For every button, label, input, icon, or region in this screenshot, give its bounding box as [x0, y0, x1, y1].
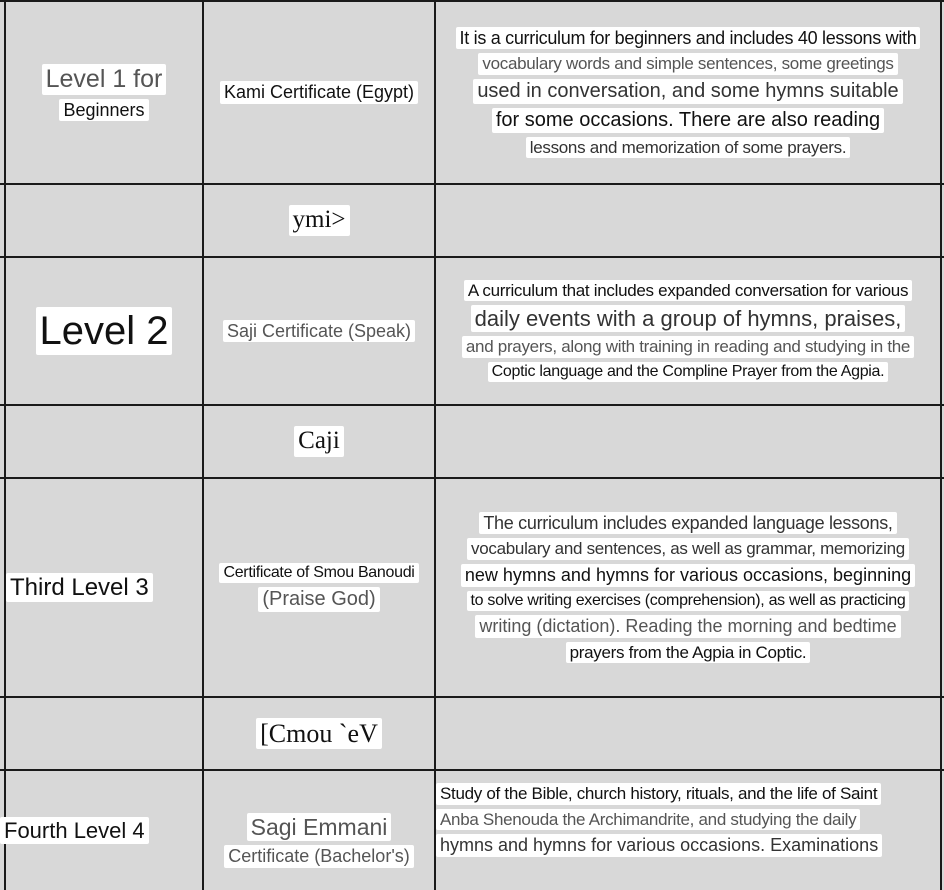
description-cell [436, 479, 940, 696]
coptic-name: Caji [294, 426, 344, 457]
description-line: vocabulary words and simple sentences, some greetings [478, 53, 897, 75]
certificate-subtitle: Certificate (Bachelor's) [224, 845, 414, 868]
level-subtitle: Beginners [59, 99, 148, 122]
level-cell [6, 479, 202, 696]
row-divider [0, 183, 944, 185]
certificate-name: Saji Certificate (Speak) [223, 320, 415, 343]
description-line: It is a curriculum for beginners and includes 40 lessons with [456, 27, 921, 50]
level-title: Fourth Level 4 [0, 817, 149, 844]
row-divider [0, 404, 944, 406]
level-cell [0, 771, 202, 890]
coptic-name: ymi> [289, 205, 350, 236]
certificate-cell [204, 2, 434, 183]
coptic-name-cell [204, 406, 434, 477]
description-cell [436, 2, 940, 183]
certificate-name: Kami Certificate (Egypt) [220, 81, 418, 104]
description-cell [436, 771, 940, 890]
description-line: used in conversation, and some hymns suitable [473, 79, 902, 104]
description-line: prayers from the Agpia in Coptic. [566, 642, 811, 664]
coptic-name-cell [204, 185, 434, 256]
description-line: writing (dictation). Reading the morning and bedtime [475, 615, 900, 638]
description-line: new hymns and hymns for various occasions, beginning [461, 564, 915, 587]
certificate-name: Sagi Emmani [247, 813, 392, 841]
certificate-subtitle: (Praise God) [258, 587, 379, 612]
certificate-cell [204, 771, 434, 890]
level-title: Level 1 for [42, 64, 167, 95]
coptic-name: [Cmou `eV [256, 718, 382, 750]
description-line: lessons and memorization of some prayers. [526, 137, 851, 159]
level-title: Level 2 [36, 307, 173, 355]
description-line: vocabulary and sentences, as well as grammar, memorizing [467, 538, 909, 560]
description-cell [436, 258, 940, 404]
description-line: A curriculum that includes expanded conversation for various [464, 280, 912, 302]
certificate-cell [204, 479, 434, 696]
certificate-name: Certificate of Smou Banoudi [219, 563, 418, 583]
description-line: to solve writing exercises (comprehension), as well as practicing [467, 591, 910, 611]
description-line: hymns and hymns for various occasions. Examinations [436, 834, 882, 857]
level-cell [6, 2, 202, 183]
description-line: Anba Shenouda the Archimandrite, and studying the daily [436, 809, 860, 831]
coptic-name-cell [204, 698, 434, 769]
level-title: Third Level 3 [6, 573, 153, 603]
level-cell [6, 258, 202, 404]
description-line: daily events with a group of hymns, praises, [471, 305, 906, 332]
description-line: and prayers, along with training in reading and studying in the [462, 336, 914, 358]
row-divider [0, 696, 944, 698]
table-border-right [940, 0, 942, 890]
description-line: Study of the Bible, church history, rituals, and the life of Saint [436, 783, 881, 805]
description-line: Coptic language and the Compline Prayer from the Agpia. [488, 362, 889, 382]
description-line: The curriculum includes expanded language lessons, [479, 512, 896, 535]
description-line: for some occasions. There are also reading [492, 108, 884, 133]
certificate-cell [204, 258, 434, 404]
